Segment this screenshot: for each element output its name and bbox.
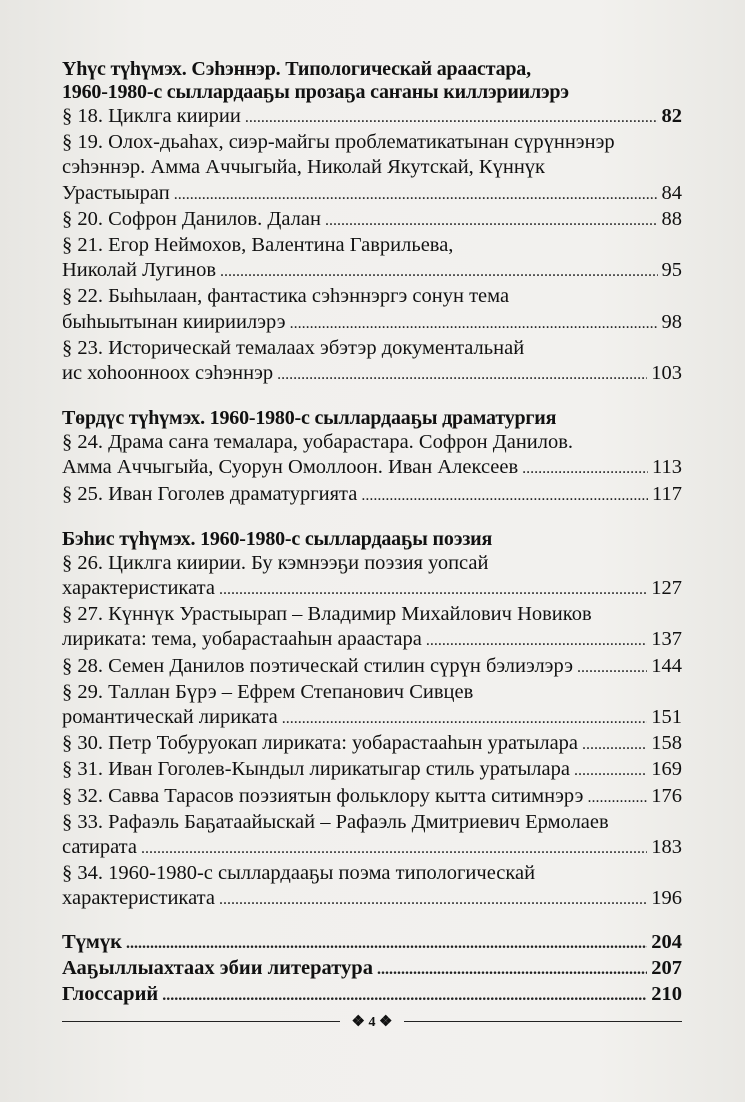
back-matter-gap [62,913,682,930]
toc-entry [62,430,682,481]
dot-leader [245,105,658,130]
entry-line: § 24. Драма саҥа темалара, уобарастара. Софрон Данилов. [62,431,574,454]
dot-leader [522,456,648,481]
entry-leader-line [62,361,682,387]
toc-entry [62,731,682,757]
toc-entry [62,861,682,912]
page-ref: 95 [661,259,682,282]
entry-title: § 28. Семен Данилов поэтическай стилин сүрүн бэлиэлэрэ [62,654,574,677]
entry-line: § 34. 1960-1980-с сыллардааҕы поэма типологическай [62,862,536,885]
page-ref: 183 [651,836,682,859]
page-ref: 204 [651,930,682,953]
entry-leader-line [62,627,682,653]
entry-title: Урастыырап [62,181,170,204]
toc-entry [62,207,682,233]
entry-leader-line [62,207,682,233]
entry-line: сэһэннэр. Амма Аччыгыйа, Николай Якутскай, Күннүк [62,156,546,179]
entry-leader-line [62,482,682,508]
back-matter-entry [62,956,682,982]
toc-entry [62,233,682,284]
toc-entry [62,810,682,861]
page-ref: 176 [651,784,682,807]
toc-entry [62,654,682,680]
entry-title: § 20. Софрон Данилов. Далан [62,207,321,230]
page-ref: 151 [651,706,682,729]
entry-leader-line [62,181,682,207]
dot-leader [574,758,647,783]
dot-leader [174,182,658,207]
page-ref: 127 [651,577,682,600]
toc-entry [62,784,682,810]
footer-center [340,1010,404,1035]
toc-entry [62,130,682,207]
dot-leader [282,706,647,731]
back-matter-entry [62,930,682,956]
entry-leader-line [62,258,682,284]
entry-leader-line [62,784,682,810]
entry-line: § 21. Егор Неймохов, Валентина Гаврильева, [62,234,454,257]
dot-leader [361,483,648,508]
dot-leader [126,931,647,956]
page-ref: 169 [651,758,682,781]
page-ref: 137 [651,628,682,651]
toc-entry [62,551,682,602]
entry-title: сатирата [62,836,137,859]
dot-leader [290,311,658,336]
entry-title: Түмүк [62,930,122,953]
dot-leader [277,362,647,387]
ornament-icon: ❖ [379,1014,393,1030]
entry-title: § 30. Петр Тобуруокап лириката: уобарастааһын уратылара [62,732,579,755]
dot-leader [325,208,658,233]
toc-entry [62,602,682,653]
dot-leader [377,957,647,982]
entry-leader-line [62,757,682,783]
entry-title: характеристиката [62,887,215,910]
entry-title: характеристиката [62,577,215,600]
entry-leader-line [62,654,682,680]
entry-line: § 33. Рафаэль Баҕатаайыскай – Рафаэль Дмитриевич Ермолаев [62,810,609,833]
page-number: 4 [368,1015,376,1030]
toc-entry [62,757,682,783]
page-ref: 207 [651,956,682,979]
footer-rule-left [62,1021,340,1022]
page-footer [62,1010,682,1034]
page-ref: 84 [661,181,682,204]
entry-title: лириката: тема, уобарастааһын араастара [62,628,422,651]
footer-rule-right [404,1021,682,1022]
page-ref: 210 [651,983,682,1006]
dot-leader [219,577,647,602]
ornament-icon: ❖ [351,1014,365,1030]
toc-entry [62,284,682,335]
entry-line: § 26. Циклга киирии. Бу кэмнээҕи поэзия уопсай [62,551,489,574]
entry-title: Амма Аччыгыйа, Суорун Омоллоон. Иван Алексеев [62,456,519,479]
entry-title: Глоссарий [62,983,159,1006]
entry-title: романтическай лириката [62,706,278,729]
section-heading: Үһүс түһүмэх. Сэһэннэр. Типологическай араастара, [62,58,531,80]
section-gap [62,387,682,407]
dot-leader [582,732,647,757]
page-ref: 144 [651,654,682,677]
entry-leader-line [62,310,682,336]
section-heading: Бэһис түһүмэх. 1960-1980-с сыллардааҕы поэзия [62,527,493,550]
entry-line: § 29. Таллан Бүрэ – Ефрем Степанович Сивцев [62,680,474,703]
back-matter-entry [62,982,682,1008]
entry-title: Николай Лугинов [62,259,217,282]
page-ref: 117 [652,482,682,505]
page-ref: 113 [652,456,682,479]
entry-leader-line [62,104,682,130]
entry-leader-line [62,886,682,912]
dot-leader [577,655,647,680]
entry-line: § 23. Историческай темалаах эбэтэр документальнай [62,336,525,359]
page-ref: 82 [661,105,682,127]
dot-leader [220,259,657,284]
table-of-contents [62,58,682,1008]
section-gap [62,508,682,528]
entry-leader-line [62,576,682,602]
section-heading: Төрдүс түһүмэх. 1960-1980-с сыллардааҕы драматургия [62,407,557,430]
section-heading: 1960-1980-с сыллардааҕы прозаҕа саҥаны киллэриилэрэ [62,81,569,103]
page-ref: 88 [661,207,682,230]
dot-leader [587,785,647,810]
dot-leader [162,983,647,1008]
dot-leader [219,887,647,912]
entry-leader-line [62,731,682,757]
entry-leader-line [62,705,682,731]
entry-title: § 18. Циклга киирии [62,105,241,127]
entry-title: § 32. Савва Тарасов поэзиятын фольклору кытта ситимнэрэ [62,784,584,807]
toc-entry [62,104,682,130]
entry-title: § 31. Иван Гоголев-Кындыл лирикатыгар стиль уратылара [62,758,570,781]
page-ref: 98 [661,310,682,333]
dot-leader [426,628,647,653]
toc-entry [62,336,682,387]
page-ref: 196 [651,887,682,910]
toc-entry [62,482,682,508]
toc-entry [62,680,682,731]
entry-leader-line [62,455,682,481]
entry-line: § 22. Быһылаан, фантастика сэһэннэргэ сонун тема [62,285,510,308]
entry-line: § 27. Күннүк Урастыырап – Владимир Михайлович Новиков [62,603,592,626]
dot-leader [141,836,647,861]
entry-leader-line [62,835,682,861]
entry-title: § 25. Иван Гоголев драматургията [62,482,358,505]
entry-title: ис хоһоонноох сэһэннэр [62,362,274,385]
entry-line: § 19. Олох-дьаһах, сиэр-майгы проблематикатынан сүрүннэнэр [62,131,615,154]
entry-title: быһыытынан киириилэрэ [62,310,286,333]
page-ref: 158 [651,732,682,755]
entry-title: Ааҕыллыахтаах эбии литература [62,956,373,979]
page-ref: 103 [651,362,682,385]
